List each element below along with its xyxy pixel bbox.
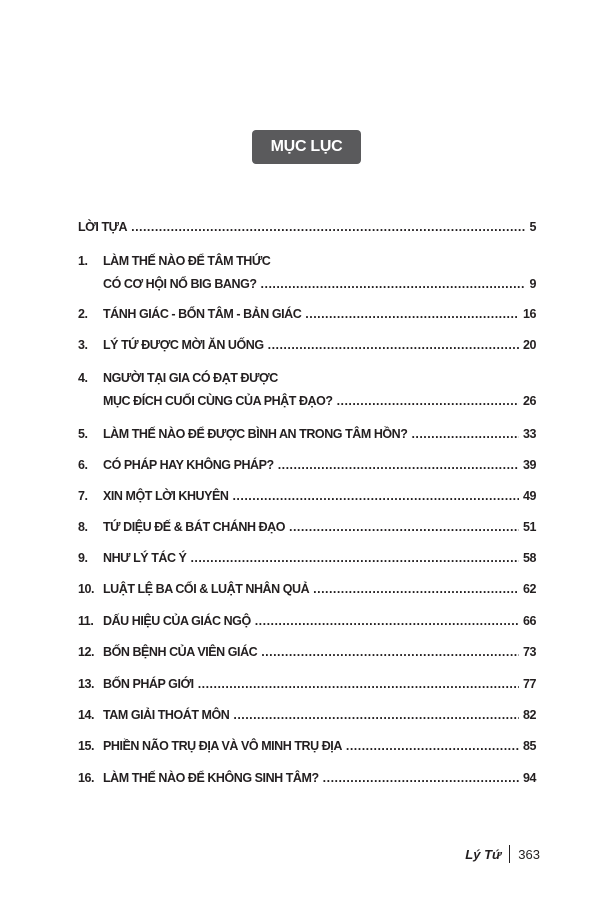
toc-entry-5[interactable] (78, 426, 536, 442)
toc-entry-title: CÓ CƠ HỘI NỔ BIG BANG? (103, 277, 257, 291)
toc-entry-page: 39 (522, 458, 536, 472)
dot-leader (198, 676, 519, 692)
dot-leader (268, 337, 519, 353)
toc-entry-title: LÀM THẾ NÀO ĐỂ KHÔNG SINH TÂM? (103, 771, 319, 785)
toc-entry-page: 85 (522, 739, 536, 753)
toc-entry-13[interactable] (78, 676, 536, 692)
toc-entry-title: BỐN BỆNH CỦA VIÊN GIÁC (103, 645, 258, 659)
toc-entry-4[interactable] (78, 370, 536, 409)
toc-entry-number: 4. (78, 371, 88, 385)
toc-entry-page: 20 (522, 338, 536, 352)
toc-entry-6[interactable] (78, 457, 536, 473)
toc-entry-title: CÓ PHÁP HAY KHÔNG PHÁP? (103, 458, 274, 472)
dot-leader (411, 426, 519, 442)
toc-entry-page: 82 (522, 708, 536, 722)
toc-entry-number: 2. (78, 307, 88, 321)
toc-entry-page: 51 (522, 520, 536, 534)
toc-entry-number: 10. (78, 582, 95, 596)
toc-entry-title: LÝ TỨ ĐƯỢC MỜI ĂN UỐNG (103, 338, 264, 352)
toc-entry-10[interactable] (78, 581, 536, 597)
toc-entry-12[interactable] (78, 644, 536, 660)
toc-entry-number: 8. (78, 520, 88, 534)
toc-entry-8[interactable] (78, 519, 536, 535)
toc-entry-page: 49 (522, 489, 536, 503)
toc-entry-title: PHIỀN NÃO TRỤ ĐỊA VÀ VÔ MINH TRỤ ĐỊA (103, 739, 342, 753)
dot-leader (261, 644, 519, 660)
dot-leader (190, 550, 519, 566)
toc-entry-title: TAM GIẢI THOÁT MÔN (103, 708, 230, 722)
toc-entry-number: 15. (78, 739, 95, 753)
toc-entry-page: 73 (522, 645, 536, 659)
toc-entry-number: 7. (78, 489, 88, 503)
toc-entry-number: 9. (78, 551, 88, 565)
toc-entry-page: 58 (522, 551, 536, 565)
toc-entry-number: 3. (78, 338, 88, 352)
toc-entry-page: 94 (522, 771, 536, 785)
dot-leader (323, 770, 519, 786)
toc-entry-title: NHƯ LÝ TÁC Ý (103, 551, 187, 565)
footer-book-title: Lý Tứ (465, 846, 502, 862)
toc-entry-page: 62 (522, 582, 536, 596)
toc-entry-title: TÁNH GIÁC - BỔN TÂM - BẢN GIÁC (103, 307, 302, 321)
toc-entry-number: 13. (78, 677, 95, 691)
toc-entry-title: LUẬT LỆ BA CỐI & LUẬT NHÂN QUẢ (103, 582, 310, 596)
toc-entry-7[interactable] (78, 488, 536, 504)
toc-entry-number: 1. (78, 254, 88, 268)
toc-entry-9[interactable] (78, 550, 536, 566)
footer-divider (509, 845, 510, 863)
toc-entry-number: 6. (78, 458, 88, 472)
toc-entry-number: 14. (78, 708, 95, 722)
dot-leader (255, 613, 519, 629)
dot-leader (233, 707, 519, 723)
toc-entry-16[interactable] (78, 770, 536, 786)
toc-entry-page: 33 (522, 427, 536, 441)
toc-entry-page: 9 (529, 277, 536, 291)
toc-heading: MỤC LỤC (270, 138, 343, 155)
toc-entry-title: LỜI TỰA (78, 220, 128, 234)
toc-entry-15[interactable] (78, 738, 536, 754)
dot-leader (313, 581, 519, 597)
toc-entry-title: XIN MỘT LỜI KHUYÊN (103, 489, 229, 503)
toc-entry-page: 26 (522, 394, 536, 408)
toc-entry-title: TỨ DIỆU ĐẾ & BÁT CHÁNH ĐẠO (103, 520, 286, 534)
toc-entry-page: 66 (522, 614, 536, 628)
dot-leader (346, 738, 519, 754)
dot-leader (131, 219, 525, 235)
dot-leader (305, 306, 519, 322)
toc-entry-title-line1: LÀM THẾ NÀO ĐỂ TÂM THỨC (103, 254, 271, 268)
toc-entry-3[interactable] (78, 337, 536, 353)
dot-leader (278, 457, 519, 473)
footer-page-number: 363 (518, 846, 540, 862)
toc-entry-title: LÀM THẾ NÀO ĐỂ ĐƯỢC BÌNH AN TRONG TÂM HỒN? (103, 427, 408, 441)
toc-entry-1[interactable] (78, 253, 536, 292)
toc-entry-title: DẤU HIỆU CỦA GIÁC NGỘ (103, 614, 251, 628)
toc-entry-title-line1: NGƯỜI TẠI GIA CÓ ĐẠT ĐƯỢC (103, 371, 278, 385)
dot-leader (289, 519, 519, 535)
toc-entry-11[interactable] (78, 613, 536, 629)
toc-entry-title: MỤC ĐÍCH CUỐI CÙNG CỦA PHẬT ĐẠO? (103, 394, 333, 408)
toc-entry-title: BỐN PHÁP GIỚI (103, 677, 194, 691)
toc-entry-number: 11. (78, 614, 94, 628)
toc-heading-box (252, 130, 361, 164)
toc-entry-intro[interactable] (78, 219, 536, 235)
toc-entry-number: 16. (78, 771, 95, 785)
dot-leader (232, 488, 519, 504)
toc-entry-page: 16 (522, 307, 536, 321)
toc-entry-page: 77 (522, 677, 536, 691)
toc-entry-number: 5. (78, 427, 88, 441)
toc-entry-number: 12. (78, 645, 95, 659)
toc-entry-14[interactable] (78, 707, 536, 723)
toc-entry-page: 5 (529, 220, 536, 234)
page-footer (440, 844, 540, 864)
toc-entry-2[interactable] (78, 306, 536, 322)
dot-leader (261, 276, 526, 292)
dot-leader (337, 393, 519, 409)
